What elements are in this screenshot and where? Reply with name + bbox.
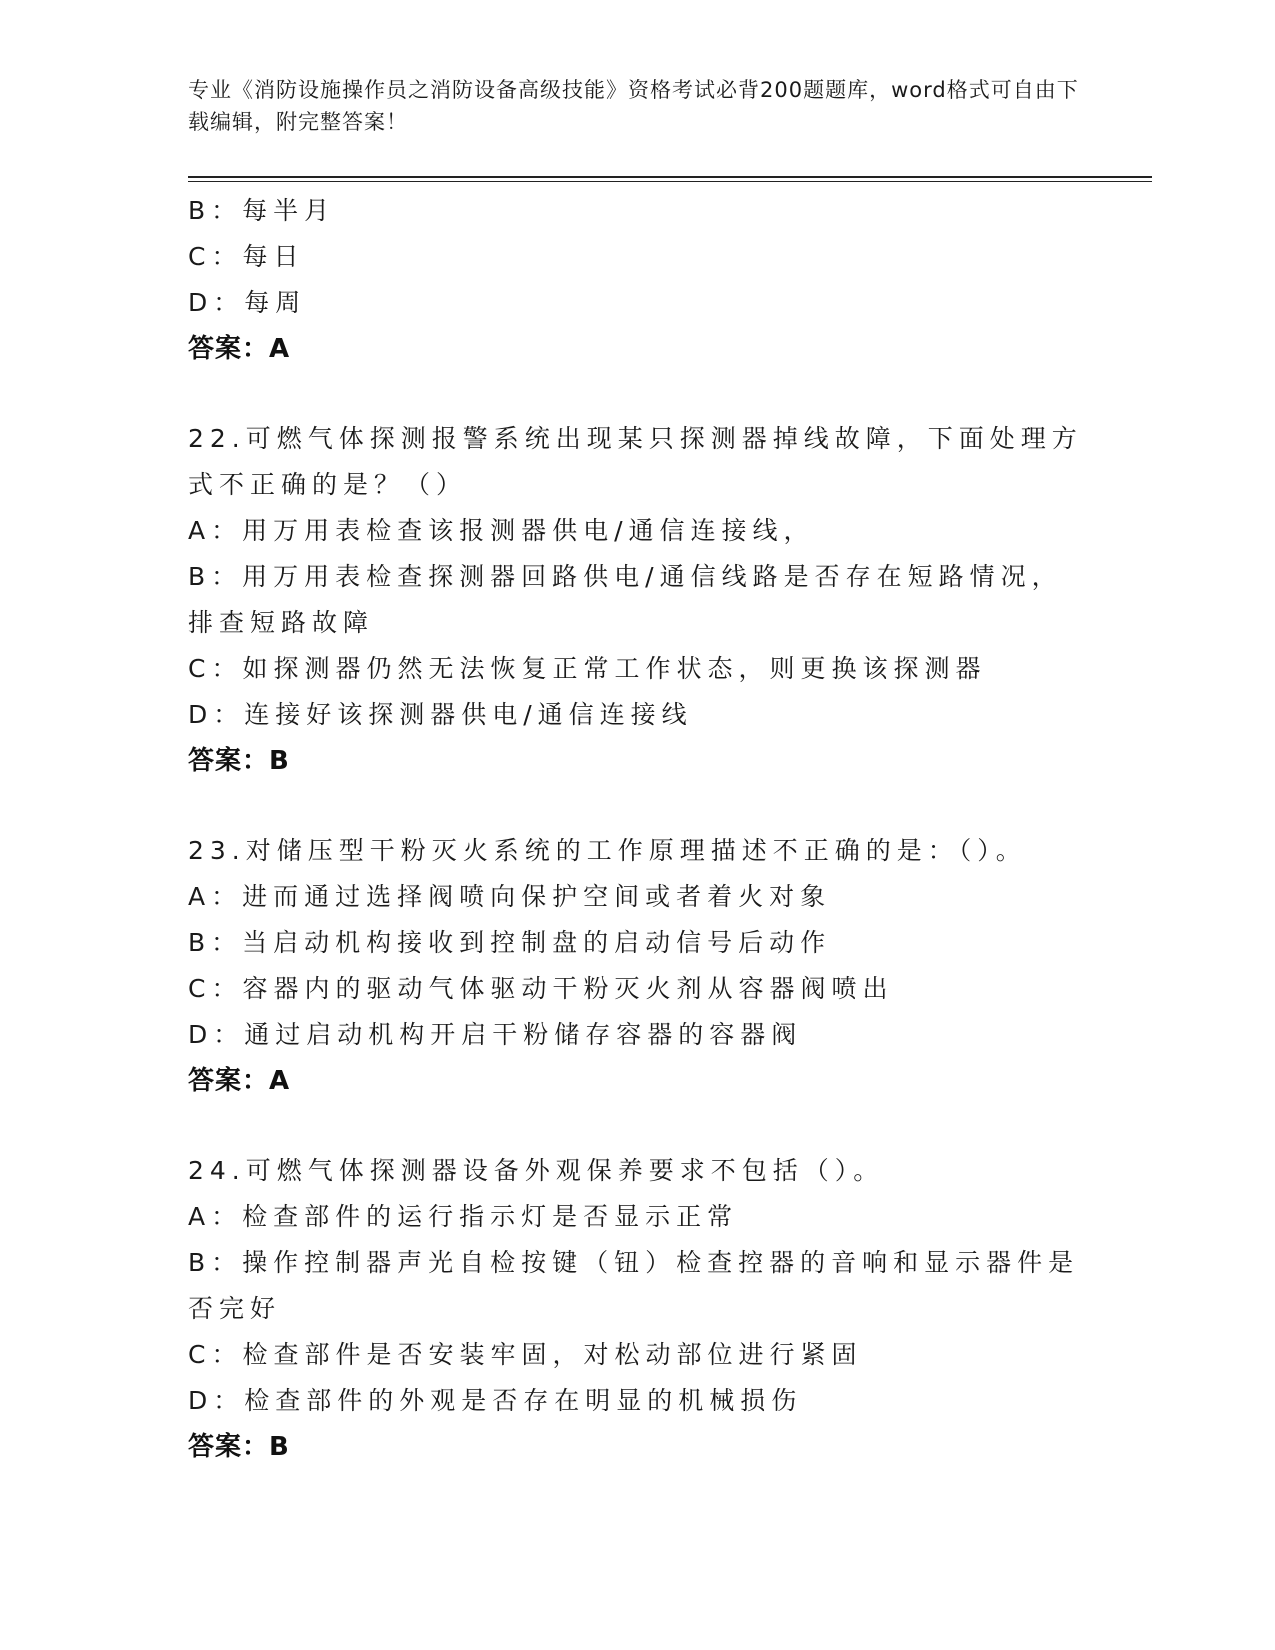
question-24 (188, 1148, 1088, 1470)
header-rule-thin (188, 181, 1152, 182)
spacer (188, 1104, 1088, 1148)
option-c: C：检查部件是否安装牢固，对松动部位进行紧固 (188, 1340, 863, 1369)
page-header: 专业《消防设施操作员之消防设备高级技能》资格考试必背200题题库，word格式可自由下载编辑，附完整答案！ (188, 78, 1079, 134)
option-c: C：每日 (188, 242, 305, 271)
option-d: D：每周 (188, 288, 307, 317)
spacer (188, 372, 1088, 416)
question-22 (188, 416, 1088, 784)
question-content (188, 188, 1088, 1470)
option-a: A：进而通过选择阀喷向保护空间或者着火对象 (188, 882, 832, 911)
spacer (188, 784, 1088, 828)
option-a: A：检查部件的运行指示灯是否显示正常 (188, 1202, 739, 1231)
question-23 (188, 828, 1088, 1104)
option-c: C：如探测器仍然无法恢复正常工作状态，则更换该探测器 (188, 654, 987, 683)
option-b: B：操作控制器声光自检按键（钮）检查控器的音响和显示器件是否完好 (188, 1248, 1080, 1323)
option-d: D：通过启动机构开启干粉储存容器的容器阀 (188, 1020, 803, 1049)
option-c: C：容器内的驱动气体驱动干粉灭火剂从容器阀喷出 (188, 974, 894, 1003)
option-b: B：用万用表检查探测器回路供电/通信线路是否存在短路情况，排查短路故障 (188, 562, 1063, 637)
option-b: B：当启动机构接收到控制盘的启动信号后动作 (188, 928, 832, 957)
answer-line: 答案：B (188, 746, 290, 776)
option-a: A：用万用表检查该报测器供电/通信连接线， (188, 516, 815, 545)
answer-line: 答案：A (188, 334, 291, 364)
partial-question (188, 188, 1088, 372)
question-stem: 24.可燃气体探测器设备外观保养要求不包括（）。 (188, 1156, 885, 1185)
answer-line: 答案：A (188, 1066, 291, 1096)
option-d: D：连接好该探测器供电/通信连接线 (188, 700, 693, 729)
option-b: B：每半月 (188, 196, 336, 225)
answer-line: 答案：B (188, 1432, 290, 1462)
question-stem: 23.对储压型干粉灭火系统的工作原理描述不正确的是：（）。 (188, 836, 1027, 865)
question-stem: 22.可燃气体探测报警系统出现某只探测器掉线故障，下面处理方式不正确的是？（） (188, 424, 1083, 499)
option-d: D：检查部件的外观是否存在明显的机械损伤 (188, 1386, 803, 1415)
header-rule-thick (188, 176, 1152, 178)
